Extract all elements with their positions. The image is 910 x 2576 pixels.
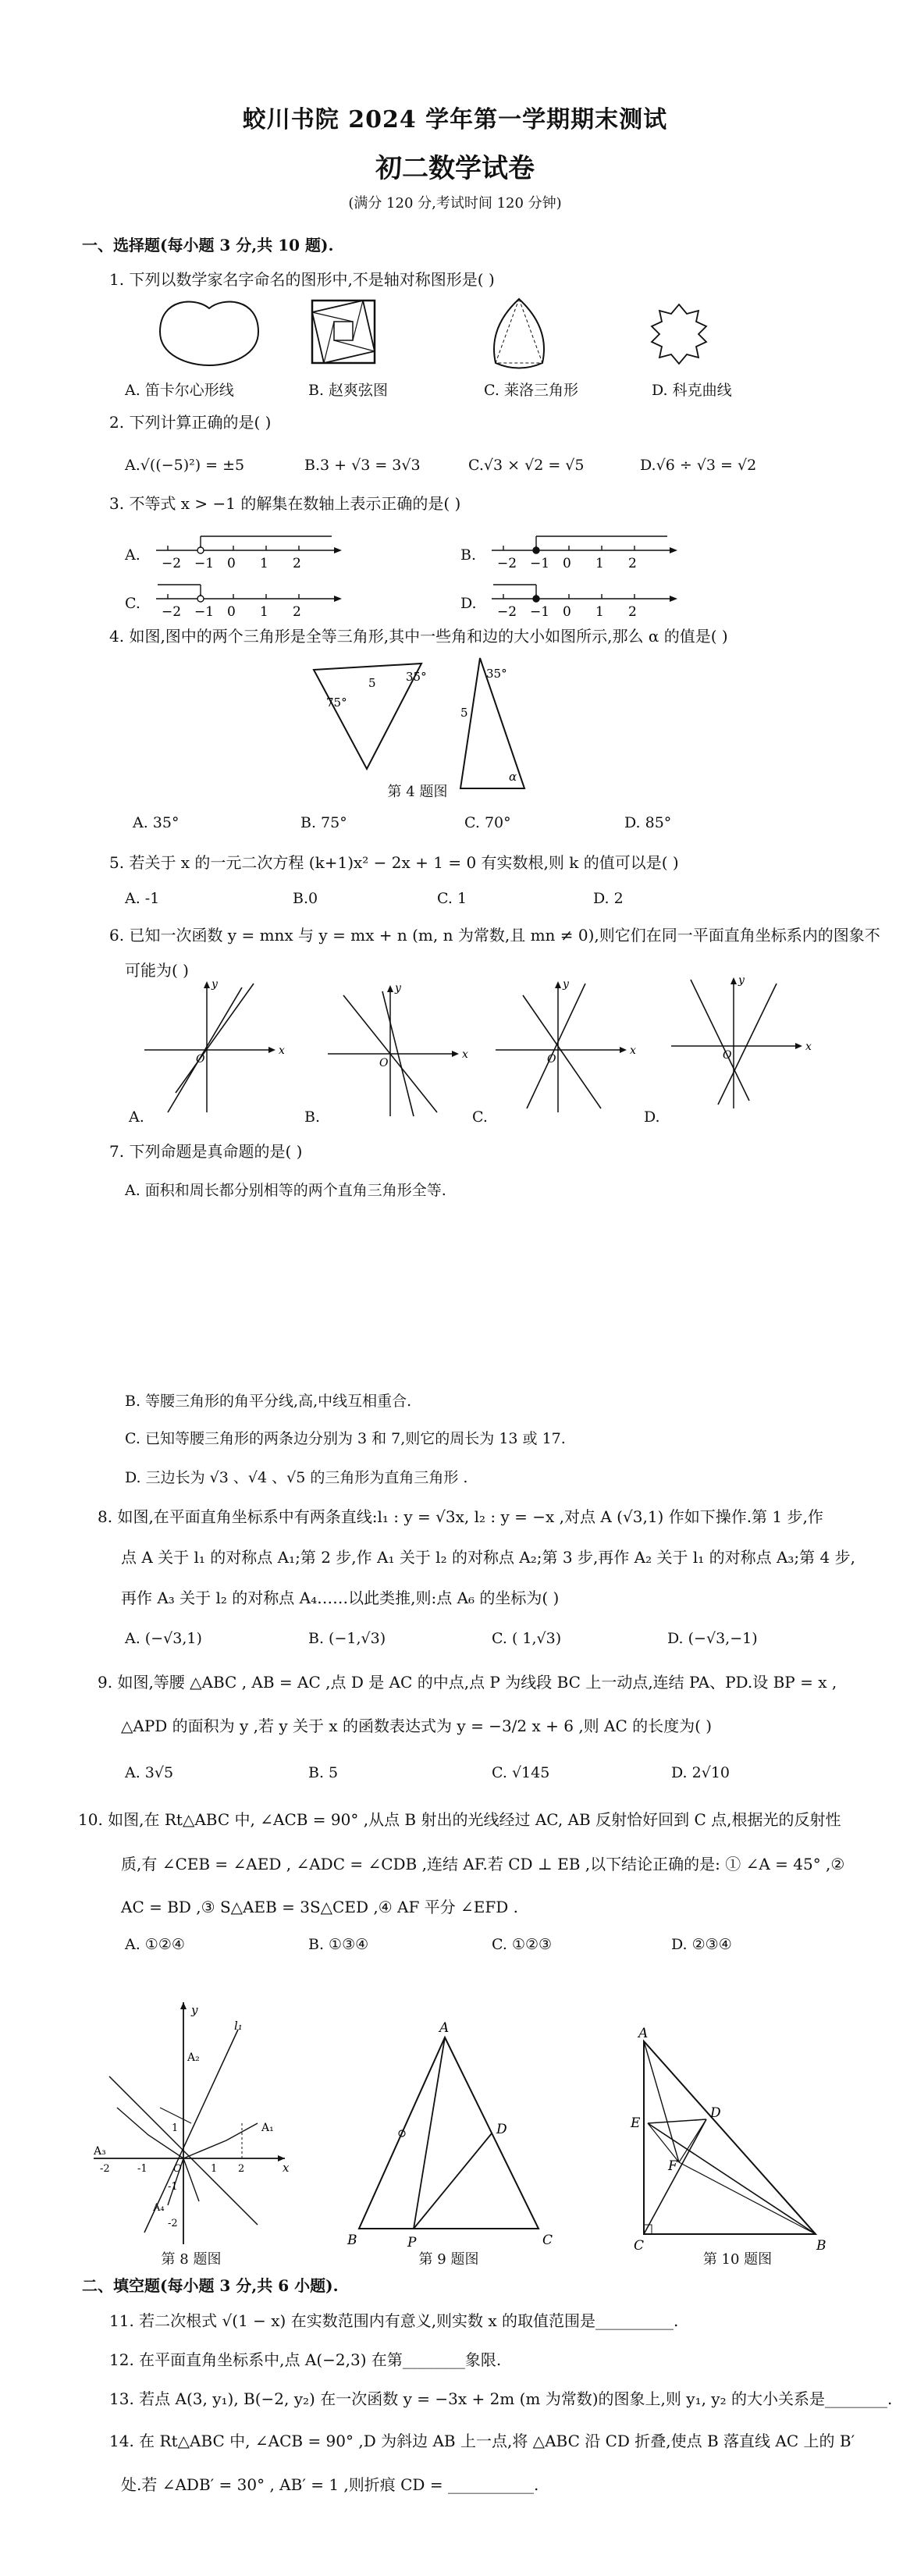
svg-text:O: O bbox=[379, 1057, 389, 1069]
q10-option-c: C. ①②③ bbox=[492, 1936, 553, 1953]
q6-option-d: D. bbox=[644, 1108, 660, 1126]
svg-text:A: A bbox=[638, 2026, 649, 2041]
svg-text:A₃: A₃ bbox=[94, 2145, 106, 2158]
q3-tick-label: 1 bbox=[260, 556, 268, 571]
svg-text:x: x bbox=[279, 1044, 285, 1057]
q3-tick-label: 2 bbox=[628, 556, 637, 571]
q3-tick-label: 1 bbox=[595, 604, 604, 620]
q7-option-a: A. 面积和周长都分别相等的两个直角三角形全等. bbox=[125, 1182, 446, 1199]
q6-option-c: C. bbox=[472, 1108, 488, 1126]
svg-text:-2: -2 bbox=[168, 2218, 178, 2229]
q4-label-angle75: 75° bbox=[326, 696, 347, 710]
svg-text:D: D bbox=[496, 2122, 507, 2137]
q10-option-a: A. ①②④ bbox=[125, 1936, 185, 1953]
q4-label-alpha: α bbox=[509, 770, 517, 784]
svg-text:A₂: A₂ bbox=[187, 2051, 200, 2064]
q1-option-a: A. 笛卡尔心形线 bbox=[125, 382, 234, 399]
svg-text:B: B bbox=[347, 2233, 357, 2248]
q5-option-c: C. 1 bbox=[437, 890, 467, 907]
q3-stem: 3. 不等式 x > −1 的解集在数轴上表示正确的是( ) bbox=[109, 494, 461, 513]
q4-label-side5b: 5 bbox=[460, 706, 468, 720]
q7-option-b: B. 等腰三角形的角平分线,高,中线互相重合. bbox=[125, 1393, 412, 1410]
q10-option-b: B. ①③④ bbox=[308, 1936, 369, 1953]
q3-tick-label: 0 bbox=[227, 556, 236, 571]
q3-tick-label: 0 bbox=[563, 556, 571, 571]
q3-label-d: D. bbox=[460, 595, 477, 612]
svg-text:D: D bbox=[710, 2105, 721, 2121]
q7-stem: 7. 下列命题是真命题的是( ) bbox=[109, 1142, 303, 1161]
q1-stem: 1. 下列以数学家名字命名的图形中,不是轴对称图形是( ) bbox=[109, 270, 495, 289]
q12-text: 12. 在平面直角坐标系中,点 A(−2,3) 在第________象限. bbox=[109, 2350, 502, 2369]
q8-line2: 点 A 关于 l₁ 的对称点 A₁;第 2 步,作 A₁ 关于 l₂ 的对称点 A₂;第 3 步,再作 A₂ 关于 l₁ 的对称点 A₃;第 4 步, bbox=[121, 1548, 855, 1567]
q6-stem-line2: 可能为( ) bbox=[125, 961, 189, 980]
q7-option-d: D. 三边长为 √3 、√4 、√5 的三角形为直角三角形 . bbox=[125, 1469, 468, 1486]
q3-tick-label: −1 bbox=[194, 556, 215, 571]
q5-option-a: A. -1 bbox=[125, 890, 160, 907]
svg-text:-2: -2 bbox=[100, 2163, 110, 2175]
q8-line1: 8. 如图,在平面直角坐标系中有两条直线:l₁ : y = √3x, l₂ : y = −x ,对点 A (√3,1) 作如下操作.第 1 步,作 bbox=[98, 1507, 823, 1526]
svg-text:x: x bbox=[805, 1041, 812, 1053]
q2-option-c: C.√3 × √2 = √5 bbox=[468, 457, 585, 474]
q1-option-d: D. 科克曲线 bbox=[652, 382, 732, 399]
q4-label-side5a: 5 bbox=[368, 676, 376, 690]
svg-text:2: 2 bbox=[238, 2163, 245, 2175]
q4-label-angle35b: 35° bbox=[486, 667, 507, 681]
q4-label-angle35a: 35° bbox=[406, 670, 427, 684]
q8-option-c: C. ( 1,√3) bbox=[492, 1630, 562, 1647]
q3-tick-label: −1 bbox=[530, 604, 550, 620]
svg-text:O: O bbox=[173, 2163, 182, 2175]
q2-option-b: B.3 + √3 = 3√3 bbox=[304, 457, 421, 474]
q8-line3: 再作 A₃ 关于 l₂ 的对称点 A₄……以此类推,则:点 A₆ 的坐标为( ) bbox=[121, 1589, 560, 1607]
q5-option-d: D. 2 bbox=[593, 890, 624, 907]
fig8-caption: 第 8 题图 bbox=[161, 2251, 222, 2268]
q11-text: 11. 若二次根式 √(1 − x) 在实数范围内有意义,则实数 x 的取值范围是__________. bbox=[109, 2311, 679, 2330]
svg-text:F: F bbox=[668, 2158, 677, 2174]
svg-text:O: O bbox=[196, 1053, 205, 1066]
svg-text:x: x bbox=[630, 1044, 636, 1057]
fig10-caption: 第 10 题图 bbox=[702, 2251, 773, 2268]
q6-option-a: A. bbox=[129, 1108, 144, 1126]
q10-option-d: D. ②③④ bbox=[671, 1936, 732, 1953]
q9-line1: 9. 如图,等腰 △ABC , AB = AC ,点 D 是 AC 的中点,点 P 为线段 BC 上一动点,连结 PA、PD.设 BP = x , bbox=[98, 1673, 837, 1692]
svg-text:1: 1 bbox=[172, 2122, 179, 2134]
q3-tick-label: −2 bbox=[497, 604, 517, 620]
q3-tick-label: −2 bbox=[162, 556, 182, 571]
svg-text:-1: -1 bbox=[168, 2181, 178, 2193]
q3-tick-label: 1 bbox=[595, 556, 604, 571]
q4-option-d: D. 85° bbox=[624, 814, 672, 831]
q7-option-c: C. 已知等腰三角形的两条边分别为 3 和 7,则它的周长为 13 或 17. bbox=[125, 1430, 566, 1447]
q9-option-c: C. √145 bbox=[492, 1764, 550, 1781]
q14-line2: 处.若 ∠ADB′ = 30° , AB′ = 1 ,则折痕 CD = ___________. bbox=[121, 2475, 539, 2494]
q4-option-c: C. 70° bbox=[464, 814, 511, 831]
q4-caption: 第 4 题图 bbox=[387, 784, 448, 800]
q3-tick-label: 0 bbox=[227, 604, 236, 620]
q3-tick-label: 0 bbox=[563, 604, 571, 620]
svg-text:y: y bbox=[212, 978, 218, 991]
q10-line1: 10. 如图,在 Rt△ABC 中, ∠ACB = 90° ,从点 B 射出的光线经过 AC, AB 反射恰好回到 C 点,根据光的反射性 bbox=[78, 1810, 841, 1829]
q9-option-a: A. 3√5 bbox=[125, 1764, 174, 1781]
q14-line1: 14. 在 Rt△ABC 中, ∠ACB = 90° ,D 为斜边 AB 上一点,将 △ABC 沿 CD 折叠,使点 B 落直线 AC 上的 B′ bbox=[109, 2432, 855, 2450]
svg-text:y: y bbox=[395, 982, 401, 994]
q2-option-a: A.√((−5)²) = ±5 bbox=[125, 457, 245, 474]
svg-text:y: y bbox=[738, 974, 745, 987]
exam-title: 初二数学试卷 bbox=[375, 153, 535, 184]
svg-text:l₁: l₁ bbox=[234, 2019, 243, 2033]
q4-option-b: B. 75° bbox=[300, 814, 347, 831]
fig8-coordinate-figure bbox=[93, 2002, 290, 2244]
svg-text:B: B bbox=[816, 2238, 826, 2254]
svg-text:E: E bbox=[631, 2115, 641, 2131]
q10-line3: AC = BD ,③ S△AEB = 3S△CED ,④ AF 平分 ∠EFD . bbox=[121, 1898, 519, 1916]
svg-text:A₄: A₄ bbox=[153, 2202, 165, 2214]
q3-tick-label: −1 bbox=[530, 556, 550, 571]
q10-line2: 质,有 ∠CEB = ∠AED , ∠ADC = ∠CDB ,连结 AF.若 CD ⊥ EB ,以下结论正确的是: ① ∠A = 45° ,② bbox=[121, 1855, 845, 1873]
q3-tick-label: −2 bbox=[497, 556, 517, 571]
svg-text:y: y bbox=[563, 978, 569, 991]
q3-tick-label: −1 bbox=[194, 604, 215, 620]
q3-tick-label: 2 bbox=[293, 556, 301, 571]
svg-text:P: P bbox=[407, 2235, 417, 2250]
fig10-triangle-figure bbox=[630, 2026, 826, 2254]
q1-option-c: C. 莱洛三角形 bbox=[484, 382, 578, 399]
svg-text:A: A bbox=[439, 2020, 450, 2036]
svg-text:-1: -1 bbox=[137, 2163, 148, 2175]
q8-option-d: D. (−√3,−1) bbox=[667, 1630, 758, 1647]
q3-label-a: A. bbox=[125, 546, 140, 564]
q3-tick-label: 2 bbox=[293, 604, 301, 620]
svg-text:C: C bbox=[542, 2233, 553, 2248]
q13-text: 13. 若点 A(3, y₁), B(−2, y₂) 在一次函数 y = −3x + 2m (m 为常数)的图象上,则 y₁, y₂ 的大小关系是________. bbox=[109, 2389, 893, 2408]
svg-text:x: x bbox=[462, 1048, 468, 1061]
q2-stem: 2. 下列计算正确的是( ) bbox=[109, 413, 272, 432]
q4-stem: 4. 如图,图中的两个三角形是全等三角形,其中一些角和边的大小如图所示,那么 α 的值是( ) bbox=[109, 627, 728, 646]
q3-tick-label: −2 bbox=[162, 604, 182, 620]
section-1-title: 一、选择题(每小题 3 分,共 10 题). bbox=[82, 236, 334, 254]
fig9-triangle-figure bbox=[347, 2020, 553, 2250]
q5-option-b: B.0 bbox=[293, 890, 318, 907]
q3-tick-label: 1 bbox=[260, 604, 268, 620]
q8-option-a: A. (−√3,1) bbox=[125, 1630, 202, 1647]
exam-subtitle: (满分 120 分,考试时间 120 分钟) bbox=[348, 195, 562, 212]
svg-text:x: x bbox=[283, 2161, 290, 2175]
svg-text:A₁: A₁ bbox=[261, 2122, 274, 2134]
q3-label-b: B. bbox=[460, 546, 477, 564]
svg-text:O: O bbox=[547, 1053, 556, 1066]
svg-text:y: y bbox=[191, 2003, 198, 2017]
svg-text:C: C bbox=[634, 2238, 645, 2254]
q2-option-d: D.√6 ÷ √3 = √2 bbox=[640, 457, 757, 474]
section-2-title: 二、填空题(每小题 3 分,共 6 小题). bbox=[82, 2276, 339, 2295]
q6-option-b: B. bbox=[304, 1108, 321, 1126]
q9-option-d: D. 2√10 bbox=[671, 1764, 730, 1781]
q3-tick-label: 2 bbox=[628, 604, 637, 620]
q8-option-b: B. (−1,√3) bbox=[308, 1630, 386, 1647]
school-title: 蛟川书院 2024 学年第一学期期末测试 bbox=[242, 106, 668, 133]
q3-label-c: C. bbox=[125, 595, 140, 612]
q4-option-a: A. 35° bbox=[133, 814, 180, 831]
q9-option-b: B. 5 bbox=[308, 1764, 339, 1781]
q5-stem: 5. 若关于 x 的一元二次方程 (k+1)x² − 2x + 1 = 0 有实数根,则 k 的值可以是( ) bbox=[109, 853, 679, 872]
q1-option-b: B. 赵爽弦图 bbox=[308, 382, 389, 399]
q9-line2: △APD 的面积为 y ,若 y 关于 x 的函数表达式为 y = −3/2 x + 6 ,则 AC 的长度为( ) bbox=[121, 1717, 713, 1735]
svg-text:O: O bbox=[723, 1049, 732, 1062]
svg-text:1: 1 bbox=[211, 2163, 218, 2175]
fig9-caption: 第 9 题图 bbox=[418, 2251, 479, 2268]
q6-stem-line1: 6. 已知一次函数 y = mnx 与 y = mx + n (m, n 为常数,且 mn ≠ 0),则它们在同一平面直角坐标系内的图象不 bbox=[109, 926, 880, 945]
